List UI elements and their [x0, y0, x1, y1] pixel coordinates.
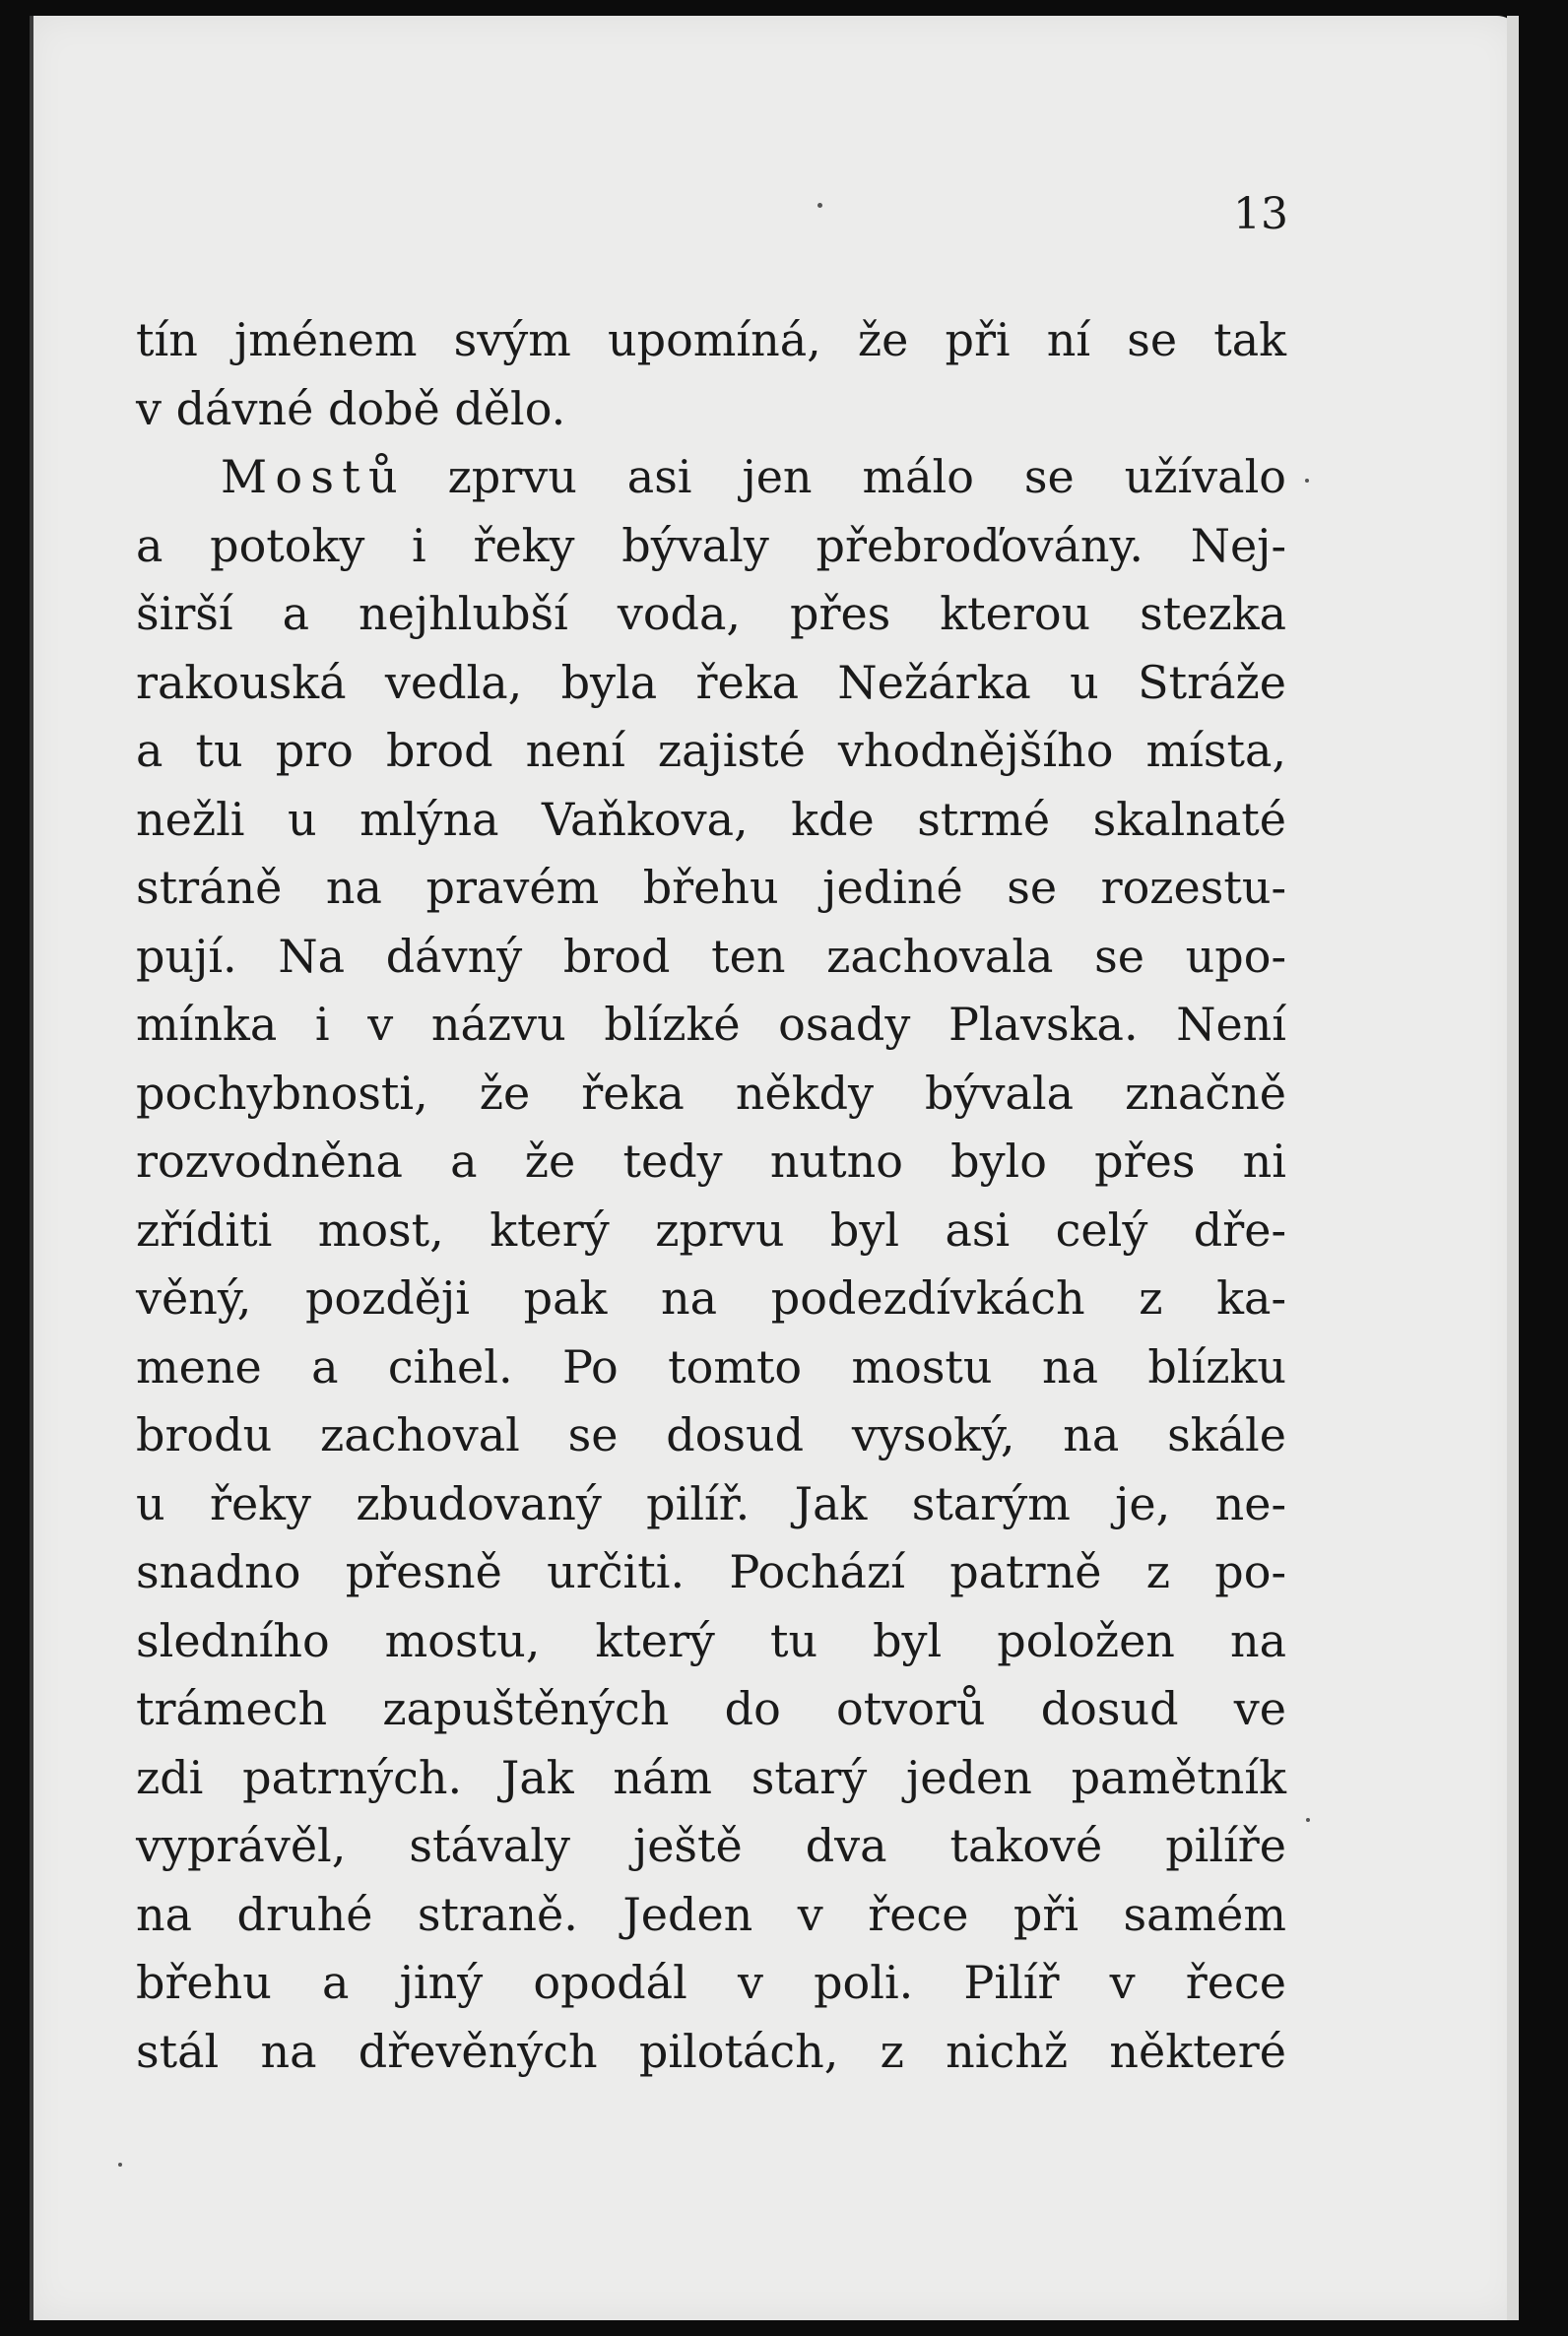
text-line: u řeky zbudovaný pilíř. Jak starým je, ne-	[136, 1476, 1286, 1530]
page-number: 13	[1233, 189, 1288, 239]
text-line: stráně na pravém břehu jediné se rozestu-	[136, 861, 1286, 914]
paragraph-start-line	[136, 443, 1286, 512]
text-line: sledního mostu, který tu byl položen na	[136, 1613, 1286, 1667]
text-line: věný, později pak na podezdívkách z ka-	[136, 1271, 1286, 1325]
text-line: trámech zapuštěných do otvorů dosud ve	[136, 1682, 1286, 1735]
text-line: pují. Na dávný brod ten zachovala se upo-	[136, 929, 1286, 983]
text-line: břehu a jiný opodál v poli. Pilíř v řece	[136, 1956, 1286, 2009]
text-line: pochybnosti, že řeka někdy bývala značně	[136, 1066, 1286, 1120]
text-line: širší a nejhlubší voda, přes kterou stezka	[136, 587, 1286, 640]
text-line: a potoky i řeky bývaly přebroďovány. Nej-	[136, 518, 1286, 572]
text-line-rest: ů zprvu asi jen málo se užívalo	[368, 450, 1286, 503]
text-line: stál na dřevěných pilotách, z nichž některé	[136, 2024, 1286, 2078]
text-line: a tu pro brod není zajisté vhodnějšího místa,	[136, 724, 1286, 777]
text-line: nežli u mlýna Vaňkova, kde strmé skalnaté	[136, 792, 1286, 846]
text-line: snadno přesně určiti. Pochází patrně z po-	[136, 1545, 1286, 1598]
text-line: rakouská vedla, byla řeka Nežárka u Stráže	[136, 655, 1286, 709]
text-line: rozvodněna a že tedy nutno bylo přes ni	[136, 1135, 1286, 1188]
text-line: zdi patrných. Jak nám starý jeden pamětník	[136, 1750, 1286, 1804]
text-line: na druhé straně. Jeden v řece při samém	[136, 1887, 1286, 1941]
scan-speck	[118, 2163, 122, 2167]
text-line: vyprávěl, stávaly ještě dva takové pilíře	[136, 1819, 1286, 1872]
scan-speck	[1306, 1818, 1310, 1822]
spaced-word: Most	[221, 450, 369, 503]
text-line: zříditi most, který zprvu byl asi celý dře-	[136, 1202, 1286, 1257]
scan-speck	[1305, 479, 1309, 483]
text-line: v dávné době dělo.	[136, 381, 566, 435]
text-line: mínka i v názvu blízké osady Plavska. Není	[136, 998, 1286, 1051]
text-line: tín jménem svým upomíná, že při ní se tak	[136, 313, 1286, 366]
text-line: mene a cihel. Po tomto mostu na blízku	[136, 1339, 1286, 1394]
body-text	[136, 306, 1286, 2086]
scan-speck	[817, 203, 822, 208]
book-page	[30, 16, 1519, 2320]
page-edge	[1507, 16, 1519, 2320]
text-line: brodu zachoval se dosud vysoký, na skále	[136, 1408, 1286, 1461]
binding-edge	[30, 16, 33, 2320]
